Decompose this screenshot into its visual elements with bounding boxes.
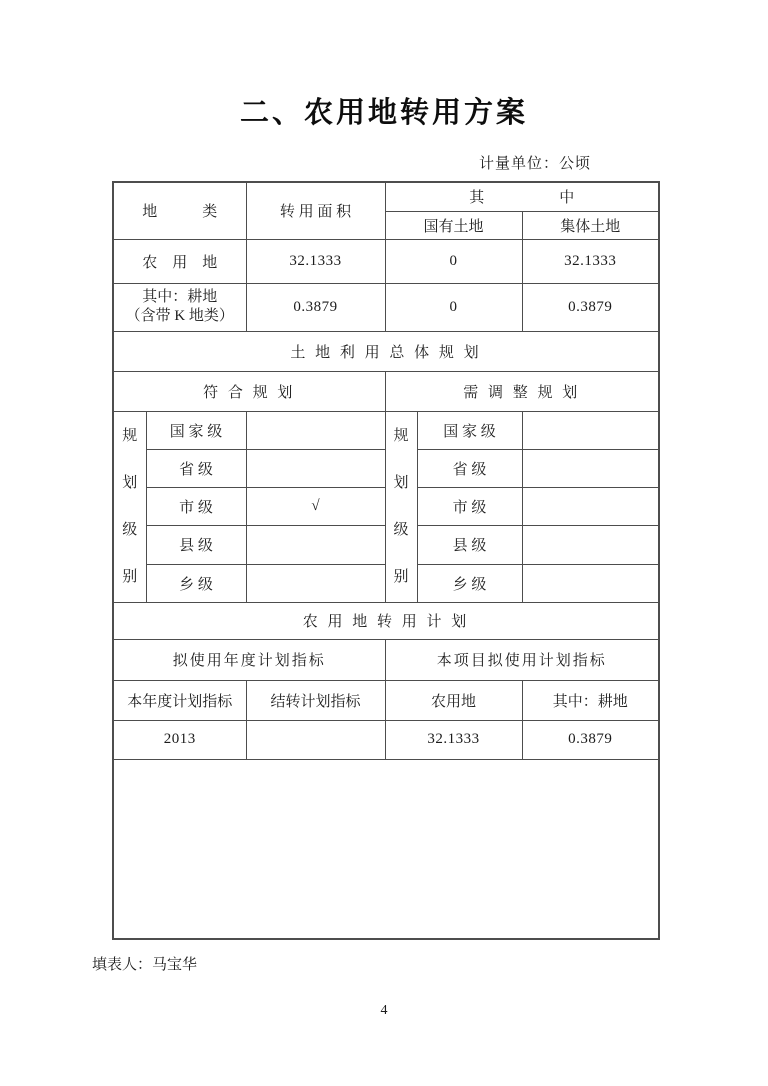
level-label-municipal-right: 市 级	[417, 487, 522, 525]
header-land-type: 地 类	[113, 182, 246, 239]
header-collective-land: 集体土地	[522, 211, 659, 239]
check-national-left	[246, 411, 385, 449]
plan-level-axis-left	[113, 411, 146, 602]
annual-plan-indicator-group-header: 拟使用年度计划指标	[113, 639, 385, 680]
overall-land-use-plan-section-title: 土 地 利 用 总 体 规 划	[113, 331, 659, 371]
check-county-left	[246, 525, 385, 564]
agricultural-collective-value: 32.1333	[522, 239, 659, 283]
level-label-provincial-right: 省 级	[417, 449, 522, 487]
page-title: 二、农用地转用方案	[239, 97, 528, 129]
check-provincial-left	[246, 449, 385, 487]
adjust-plan-header: 需 调 整 规 划	[385, 371, 659, 411]
value-cultivated-land-indicator: 0.3879	[522, 720, 659, 759]
plan-level-axis-right	[385, 411, 417, 602]
header-agricultural-land-indicator: 农用地	[385, 680, 522, 720]
measurement-unit-label: 计量单位：公顷	[479, 156, 592, 172]
level-label-township-left: 乡 级	[146, 564, 246, 602]
header-conversion-area: 转 用 面 积	[246, 182, 385, 239]
project-plan-indicator-group-header: 本项目拟使用计划指标	[385, 639, 659, 680]
check-national-right	[522, 411, 659, 449]
form-filler-label: 填表人：马宝华	[92, 957, 198, 973]
cultivated-collective-value: 0.3879	[522, 283, 659, 331]
header-state-owned-land: 国有土地	[385, 211, 522, 239]
header-among-which: 其 中	[385, 182, 659, 211]
cultivated-conversion-area-value: 0.3879	[246, 283, 385, 331]
level-label-township-right: 乡 级	[417, 564, 522, 602]
check-township-left	[246, 564, 385, 602]
agricultural-conversion-area-value: 32.1333	[246, 239, 385, 283]
check-county-right	[522, 525, 659, 564]
conform-plan-header: 符 合 规 划	[113, 371, 385, 411]
value-carryover-indicator	[246, 720, 385, 759]
plan-level-axis-right-label: 规划级别	[393, 427, 409, 585]
agricultural-state-owned-value: 0	[385, 239, 522, 283]
level-label-national-left: 国 家 级	[146, 411, 246, 449]
value-current-year-indicator: 2013	[113, 720, 246, 759]
value-agricultural-land-indicator: 32.1333	[385, 720, 522, 759]
header-current-year-indicator: 本年度计划指标	[113, 680, 246, 720]
plan-level-axis-left-label: 规划级别	[122, 427, 138, 585]
land-conversion-table	[112, 181, 660, 940]
cultivated-state-owned-value: 0	[385, 283, 522, 331]
header-cultivated-land-indicator: 其中：耕地	[522, 680, 659, 720]
level-label-county-right: 县 级	[417, 525, 522, 564]
check-provincial-right	[522, 449, 659, 487]
agricultural-land-label: 农 用 地	[113, 239, 246, 283]
page-number: 4	[380, 1003, 388, 1018]
cultivated-land-label	[113, 283, 246, 331]
level-label-national-right: 国 家 级	[417, 411, 522, 449]
table-notes-empty-area	[113, 759, 659, 939]
header-carryover-indicator: 结转计划指标	[246, 680, 385, 720]
level-label-municipal-left: 市 级	[146, 487, 246, 525]
cultivated-land-label-line1: 其中：耕地	[142, 288, 218, 305]
level-label-provincial-left: 省 级	[146, 449, 246, 487]
conversion-plan-section-title: 农 用 地 转 用 计 划	[113, 602, 659, 639]
check-township-right	[522, 564, 659, 602]
check-municipal-left: √	[246, 487, 385, 525]
level-label-county-left: 县 级	[146, 525, 246, 564]
cultivated-land-label-line2: （含带 K 地类）	[125, 308, 234, 324]
check-municipal-right	[522, 487, 659, 525]
